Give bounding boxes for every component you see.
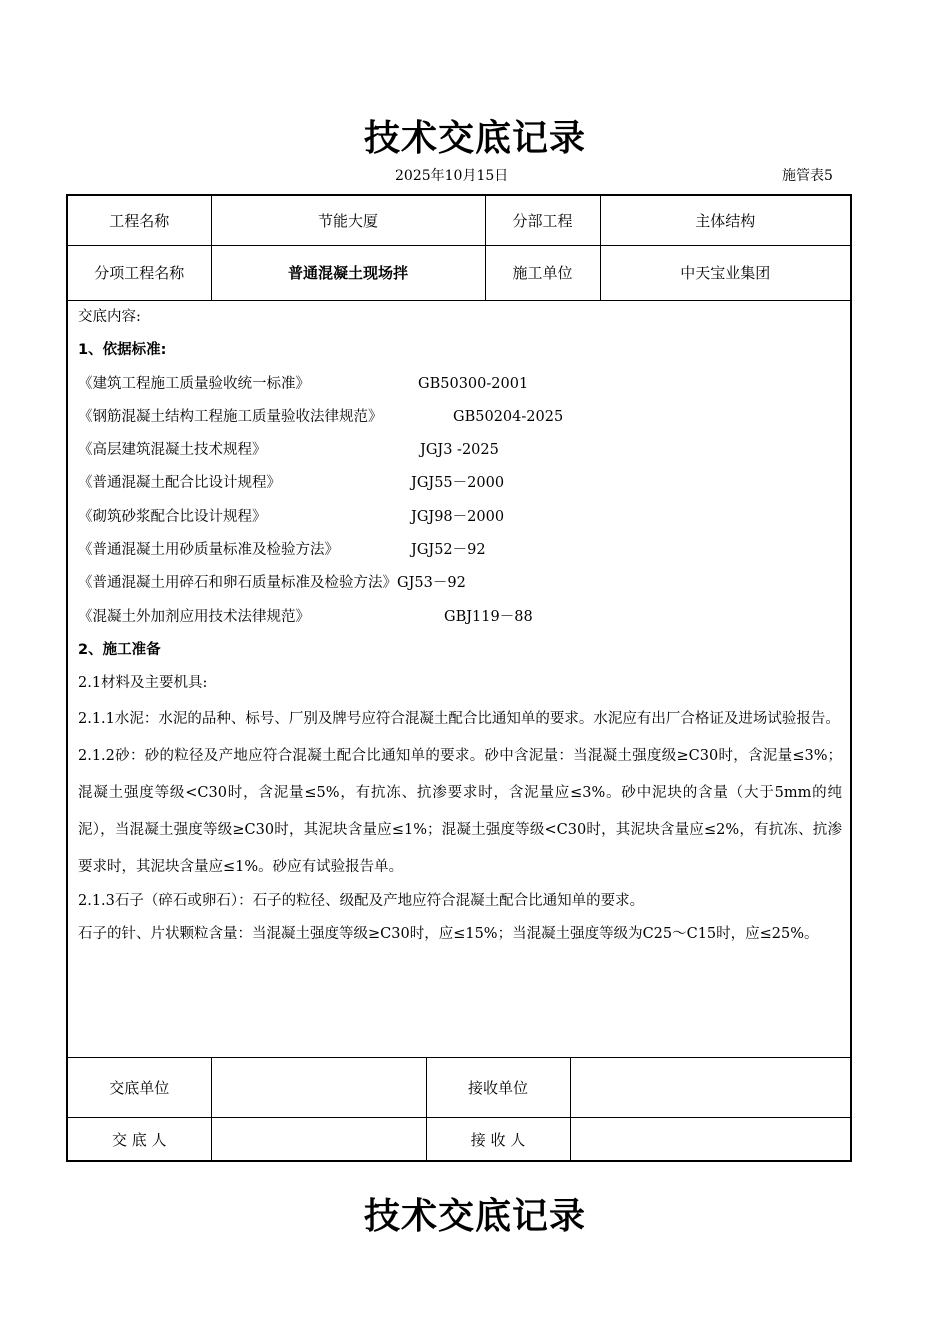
cement-paragraph: 2.1.1水泥：水泥的品种、标号、厂别及牌号应符合混凝土配合比通知单的要求。水泥应有出厂合格证及进场试验报告。 — [78, 710, 840, 727]
standard-name: 《普通混凝土用砂质量标准及检验方法》 — [78, 542, 339, 559]
next-page-title: 技术交底记录 — [363, 1196, 586, 1237]
record-form — [66, 194, 852, 1162]
project-name-value: 节能大厦 — [211, 196, 485, 245]
standard-item — [78, 601, 842, 634]
standard-name: 《高层建筑混凝土技术规程》 — [78, 442, 267, 459]
content-intro: 交底内容: — [78, 309, 141, 325]
standard-code: JGJ55－2000 — [411, 475, 505, 492]
standard-code: GJ53－92 — [397, 575, 466, 592]
signature-table — [68, 1057, 850, 1161]
record-date: 2025年10月15日 — [395, 168, 509, 184]
sand-paragraph: 2.1.2砂：砂的粒径及产地应符合混凝土配合比通知单的要求。砂中含泥量：当混凝土强度级≥C30时，含泥量≤3%；混凝土强度等级<C30时，含泥量≤5%，有抗冻、抗渗要求时，含泥量应≤3%。砂中泥块的含量（大于5mm的纯泥），当混凝土强度等级≥C30时，其泥块含量应≤1%；混凝土强度等级<C30时，其泥块含量应≤2%，有抗冻、抗渗要求时，其泥块含量应≤1%。砂应有试验报告单。 — [78, 747, 842, 875]
standard-item — [78, 534, 842, 567]
stone-flaky-paragraph: 石子的针、片状颗粒含量：当混凝土强度等级≥C30时，应≤15%；当混凝土强度等级为C25～C15时，应≤25%。 — [78, 925, 819, 942]
standard-name: 《砌筑砂浆配合比设计规程》 — [78, 508, 267, 525]
standard-code: GB50204-2025 — [453, 408, 564, 425]
disclosure-content — [78, 301, 842, 953]
receiver-person-field[interactable] — [570, 1118, 850, 1161]
division-label: 分部工程 — [485, 196, 600, 245]
subitem-label: 分项工程名称 — [68, 245, 211, 300]
standard-item — [78, 467, 842, 500]
standard-name: 《普通混凝土配合比设计规程》 — [78, 475, 281, 492]
standard-code: GBJ119－88 — [444, 608, 533, 625]
page-title: 技术交底记录 — [363, 118, 586, 159]
standard-name: 《建筑工程施工质量验收统一标准》 — [78, 375, 310, 392]
standard-item — [78, 567, 842, 600]
standard-code: JGJ52－92 — [411, 542, 486, 559]
giver-person-label: 交 底 人 — [68, 1118, 211, 1161]
standard-code: JGJ3 -2025 — [420, 442, 499, 459]
section-preparation-heading: 2、施工准备 — [78, 641, 161, 658]
contractor-label: 施工单位 — [485, 245, 600, 300]
materials-heading: 2.1材料及主要机具: — [78, 675, 208, 692]
standard-item — [78, 401, 842, 434]
standard-item — [78, 434, 842, 467]
section-standards-heading: 1、依据标准: — [78, 342, 167, 359]
stone-paragraph: 2.1.3石子（碎石或卵石）：石子的粒径、级配及产地应符合混凝土配合比通知单的要求。 — [78, 892, 645, 909]
division-value: 主体结构 — [600, 196, 850, 245]
standard-name: 《钢筋混凝土结构工程施工质量验收法律规范》 — [78, 408, 383, 425]
giver-person-field[interactable] — [211, 1118, 426, 1161]
standard-item — [78, 368, 842, 401]
subitem-value: 普通混凝土现场拌 — [211, 245, 485, 300]
standard-name: 《混凝土外加剂应用技术法律规范》 — [78, 608, 310, 625]
receiver-unit-label: 接收单位 — [426, 1058, 570, 1118]
project-name-label: 工程名称 — [68, 196, 211, 245]
header-table — [68, 196, 850, 301]
giver-unit-field[interactable] — [211, 1058, 426, 1118]
receiver-person-label: 接 收 人 — [426, 1118, 570, 1161]
standard-code: GB50300-2001 — [418, 375, 529, 392]
receiver-unit-field[interactable] — [570, 1058, 850, 1118]
standard-item — [78, 501, 842, 534]
contractor-value: 中天宝业集团 — [600, 245, 850, 300]
standard-code: JGJ98－2000 — [411, 508, 505, 525]
giver-unit-label: 交底单位 — [68, 1058, 211, 1118]
standard-name: 《普通混凝土用碎石和卵石质量标准及检验方法》 — [78, 575, 397, 592]
form-number: 施管表5 — [782, 168, 833, 184]
